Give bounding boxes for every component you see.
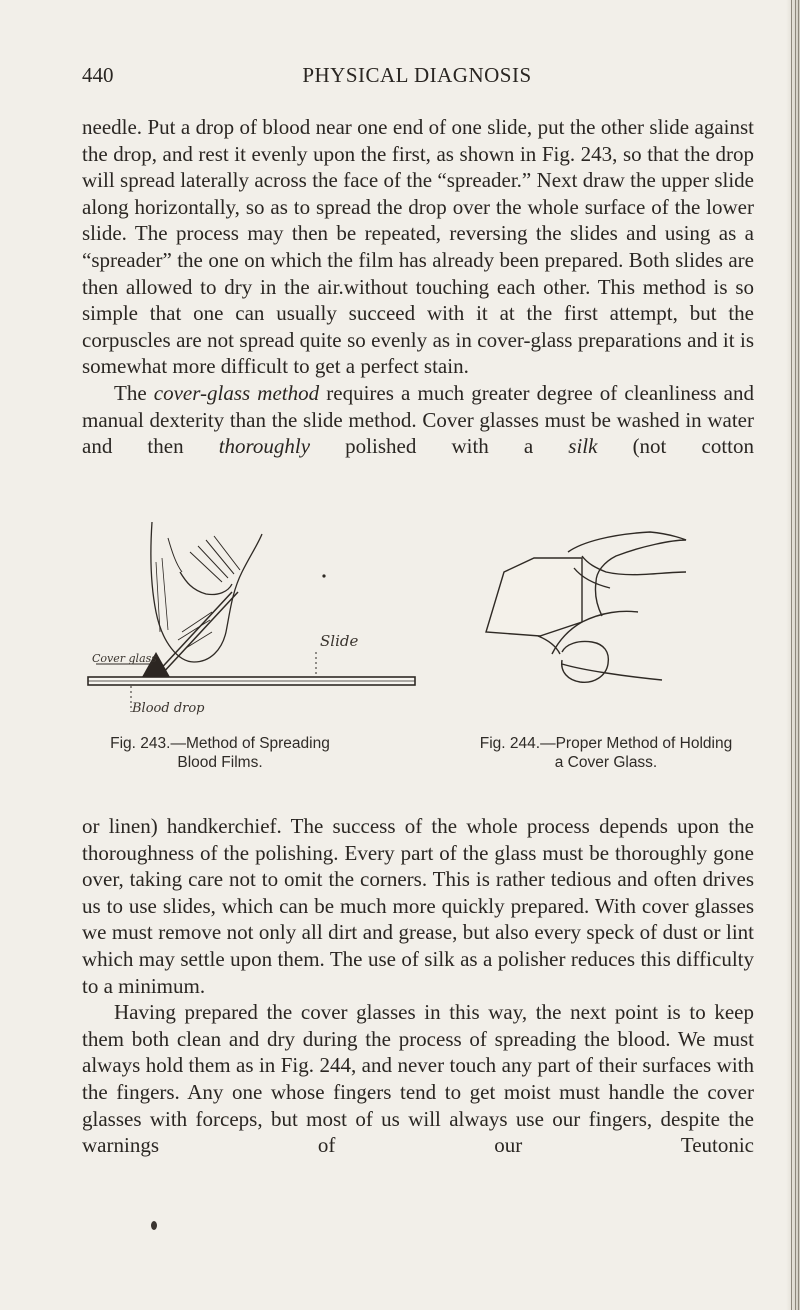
page-header [82,63,752,93]
label-blood-drop: Blood drop [132,701,205,716]
p2-italic-cover-glass-method: cover-glass method [153,380,320,405]
figures-area [82,512,754,777]
caption-243-line1: Fig. 243.—Method of Spreading [110,735,330,752]
paragraph-1: needle. Put a drop of blood near one end of one slide, put the other slide against the drop, and rest it evenly upon the first, as shown in Fig. 243, so that the drop will spread laterally across the face of the “spreader.” Next draw the upper slide along horizontally, so as to spread the drop over the whole surface of the lower slide. The process may then be repeated, reversing the slides and using as a “spreader” the one on which the film has already been prepared. Both slides are then allowed to dry in the air.without touching each other. This method is so simple that one can usually succeed with it at the first attempt, but the corpuscles are not spread quite so evenly as in cover-glass preparations and it is somewhat more difficult to get a perfect stain. [82,115,754,379]
figure-244-illustration [486,532,686,682]
hand-drawing-243 [151,522,262,662]
running-head: PHYSICAL DIAGNOSIS [302,63,532,87]
p2-italic-thoroughly: thoroughly [218,434,311,459]
paragraph-4: Having prepared the cover glasses in this way, the next point is to keep them both clean and dry during the process of spreading the blood. We must always hold them as in Fig. 244, and never touch any part of their surfaces with the fingers. Any one whose fingers tend to get moist must handle the cover glasses with forceps, but most of us will always use our fingers, despite the warnings of our Teutonic [82,1000,754,1158]
label-slide: Slide [320,632,359,650]
caption-fig-243 [82,734,358,772]
caption-244-line2: a Cover Glass. [554,754,658,771]
label-cover-glass: Cover glass [92,652,157,665]
paragraph-2 [82,380,754,460]
p2-suffix: (not cotton [597,434,754,459]
p2-mid2: polished with a [310,434,569,459]
p2-mid: requires a much greater degree of cleanliness and manual dexterity than the slide method. Cover glasses must be washed in water and then [82,380,754,459]
p2-italic-silk: silk [568,434,598,459]
p2-prefix: The [114,380,154,405]
page-edge [786,0,800,1310]
caption-fig-244 [446,734,766,772]
caption-244-line1: Fig. 244.—Proper Method of Holding [479,735,733,752]
slide-drawing [88,677,415,685]
paragraph-3: or linen) handkerchief. The success of the whole process depends upon the thoroughness of the polishing. Every part of the glass must be thoroughly gone over, taking care not to omit the corners. This is rather tedious and often drives us to use slides, which can be much more quickly prepared. With cover glasses we must remove not only all dirt and grease, but also every speck of dust or lint which may settle upon them. The use of silk as a polisher reduces this difficulty to a minimum. [82,814,754,998]
figure-243-illustration [82,512,754,734]
page-number: 440 [82,63,114,87]
body-text-top [82,114,754,460]
caption-243-line2: Blood Films. [177,754,263,771]
ink-dot [151,1221,157,1230]
body-text-bottom [82,813,754,1159]
